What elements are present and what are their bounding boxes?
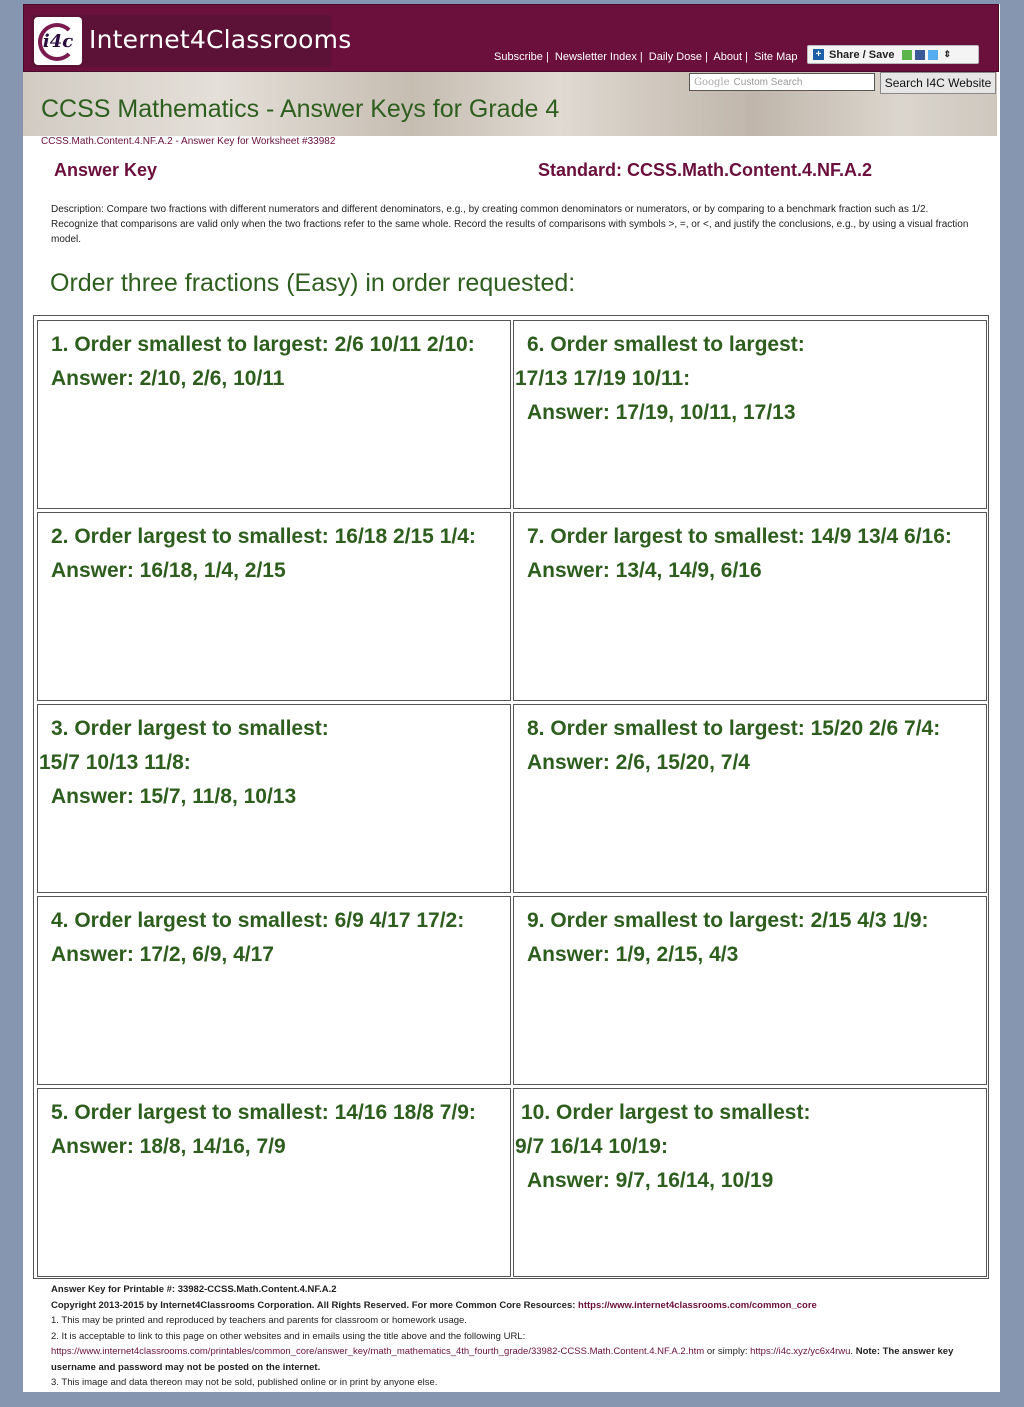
problem-fractions: 15/7 10/13 11/8: <box>39 751 191 774</box>
nav-daily-dose[interactable]: Daily Dose | <box>648 51 708 63</box>
nav-about[interactable]: About | <box>713 51 749 63</box>
problem-answer: Answer: 15/7, 11/8, 10/13 <box>51 785 297 808</box>
footer <box>51 1282 981 1391</box>
problem-question: 6. Order smallest to largest: <box>527 333 805 356</box>
nav-site-map[interactable]: Site Map <box>754 51 798 63</box>
site-logo[interactable] <box>31 15 352 67</box>
problem-cell-4 <box>37 896 511 1085</box>
section-title: Order three fractions (Easy) in order requested: <box>50 269 576 297</box>
breadcrumb[interactable]: CCSS.Math.Content.4.NF.A.2 - Answer Key for Worksheet #33982 <box>41 136 336 147</box>
logo-mark-icon: i4c <box>34 17 82 65</box>
problem-question: 7. Order largest to smallest: 14/9 13/4 6/16: <box>527 525 952 548</box>
problem-cell-6 <box>513 320 987 509</box>
problem-answer: Answer: 16/18, 1/4, 2/15 <box>51 559 286 582</box>
problem-cell-2 <box>37 512 511 701</box>
problem-question: 8. Order smallest to largest: 15/20 2/6 7/4: <box>527 717 941 740</box>
problem-answer: Answer: 17/19, 10/11, 17/13 <box>527 401 796 424</box>
plus-icon: + <box>813 49 824 60</box>
problem-question: 9. Order smallest to largest: 2/15 4/3 1/9: <box>527 909 929 932</box>
standard-description: Description: Compare two fractions with different numerators and different denominators, e.g., by creating common denominators or numerators, or by comparing to a benchmark fraction such as 1/2. Recognize that comparisons are valid only when the two fractions refer to the same whole. Record the results of comparisons with symbols >, =, or <, and justify the conclusions, e.g., by using a visual fraction model. <box>51 204 969 245</box>
site-header <box>23 4 999 72</box>
footer-copyright-line <box>51 1298 981 1314</box>
problem-question: 1. Order smallest to largest: 2/6 10/11 2/10: <box>51 333 475 356</box>
footer-url-line: https://www.internet4classrooms.com/printables/common_core/answer_key/math_mathematics_4th_fourth_grade/33982-CCSS.Math.Content.4.NF.A.2.htm or simply: https://i4c.xyz/yc6x4rwu. Note: The answer key username and password may not be posted on the internet. <box>51 1346 954 1373</box>
twitter-icon <box>928 50 938 60</box>
search-button[interactable]: Search I4C Website <box>880 72 996 94</box>
page-title: CCSS Mathematics - Answer Keys for Grade 4 <box>41 95 560 123</box>
nav-newsletter-index[interactable]: Newsletter Index | <box>554 51 643 63</box>
footer-printable: Answer Key for Printable #: 33982-CCSS.Math.Content.4.NF.A.2 <box>51 1284 337 1295</box>
problem-question: 3. Order largest to smallest: <box>51 717 329 740</box>
problem-answer: Answer: 1/9, 2/15, 4/3 <box>527 943 739 966</box>
common-core-link[interactable]: https://www.internet4classrooms.com/common_core <box>578 1299 817 1311</box>
worksheet-url-link[interactable]: https://www.internet4classrooms.com/printables/common_core/answer_key/math_mathematics_4th_fourth_grade/33982-CCSS.Math.Content.4.NF.A.2.htm <box>51 1346 705 1357</box>
share-save-button[interactable] <box>807 45 979 64</box>
problem-cell-9 <box>513 896 987 1085</box>
footer-note-2: 2. It is acceptable to link to this page on other websites and in emails using the title above and the following URL: <box>51 1330 526 1342</box>
problem-answer: Answer: 13/4, 14/9, 6/16 <box>527 559 762 582</box>
problem-question: 10. Order largest to smallest: <box>521 1101 811 1124</box>
nav-subscribe[interactable]: Subscribe | <box>494 51 549 63</box>
problem-answer: Answer: 2/6, 15/20, 7/4 <box>527 751 750 774</box>
logo-text: Internet4Classrooms <box>89 25 352 54</box>
short-url-link[interactable]: https://i4c.xyz/yc6x4rwu <box>750 1346 851 1357</box>
problem-answer: Answer: 9/7, 16/14, 10/19 <box>527 1169 774 1192</box>
problem-cell-1 <box>37 320 511 509</box>
problem-cell-8 <box>513 704 987 893</box>
problem-grid <box>33 315 989 1279</box>
footer-or-simply: or simply: <box>706 1346 748 1357</box>
problem-question: 2. Order largest to smallest: 16/18 2/15 1/4: <box>51 525 476 548</box>
problem-cell-10 <box>513 1088 987 1277</box>
chevron-updown-icon: ⇕ <box>943 49 951 59</box>
standard-label: Standard: CCSS.Math.Content.4.NF.A.2 <box>538 160 873 180</box>
top-nav <box>494 51 801 63</box>
problem-answer: Answer: 18/8, 14/16, 7/9 <box>51 1135 286 1158</box>
facebook-icon <box>915 50 925 60</box>
footer-warning: Note: The answer key username and password may not be posted on the internet. <box>51 1346 954 1373</box>
footer-note-3: 3. This image and data thereon may not be sold, published online or in print by anyone else. <box>51 1377 438 1388</box>
problem-cell-3 <box>37 704 511 893</box>
answer-key-label: Answer Key <box>54 160 158 180</box>
problem-question: 4. Order largest to smallest: 6/9 4/17 17/2: <box>51 909 465 932</box>
problem-answer: Answer: 17/2, 6/9, 4/17 <box>51 943 274 966</box>
problem-answer: Answer: 2/10, 2/6, 10/11 <box>51 367 285 390</box>
page <box>23 4 1000 1392</box>
share-label: Share / Save <box>829 48 895 61</box>
footer-note-1: 1. This may be printed and reproduced by teachers and parents for classroom or homework usage. <box>51 1315 467 1326</box>
problem-fractions: 17/13 17/19 10/11: <box>515 367 691 390</box>
problem-cell-7 <box>513 512 987 701</box>
problem-question: 5. Order largest to smallest: 14/16 18/8 7/9: <box>51 1101 476 1124</box>
email-icon <box>902 50 912 60</box>
google-logo: Google <box>694 76 730 88</box>
search-input[interactable] <box>689 73 875 91</box>
problem-fractions: 9/7 16/14 10/19: <box>515 1135 668 1158</box>
search-placeholder: Custom Search <box>733 76 803 88</box>
problem-cell-5 <box>37 1088 511 1277</box>
footer-copyright: Copyright 2013-2015 by Internet4Classrooms Corporation. All Rights Reserved. For more Common Core Resources: <box>51 1299 576 1311</box>
